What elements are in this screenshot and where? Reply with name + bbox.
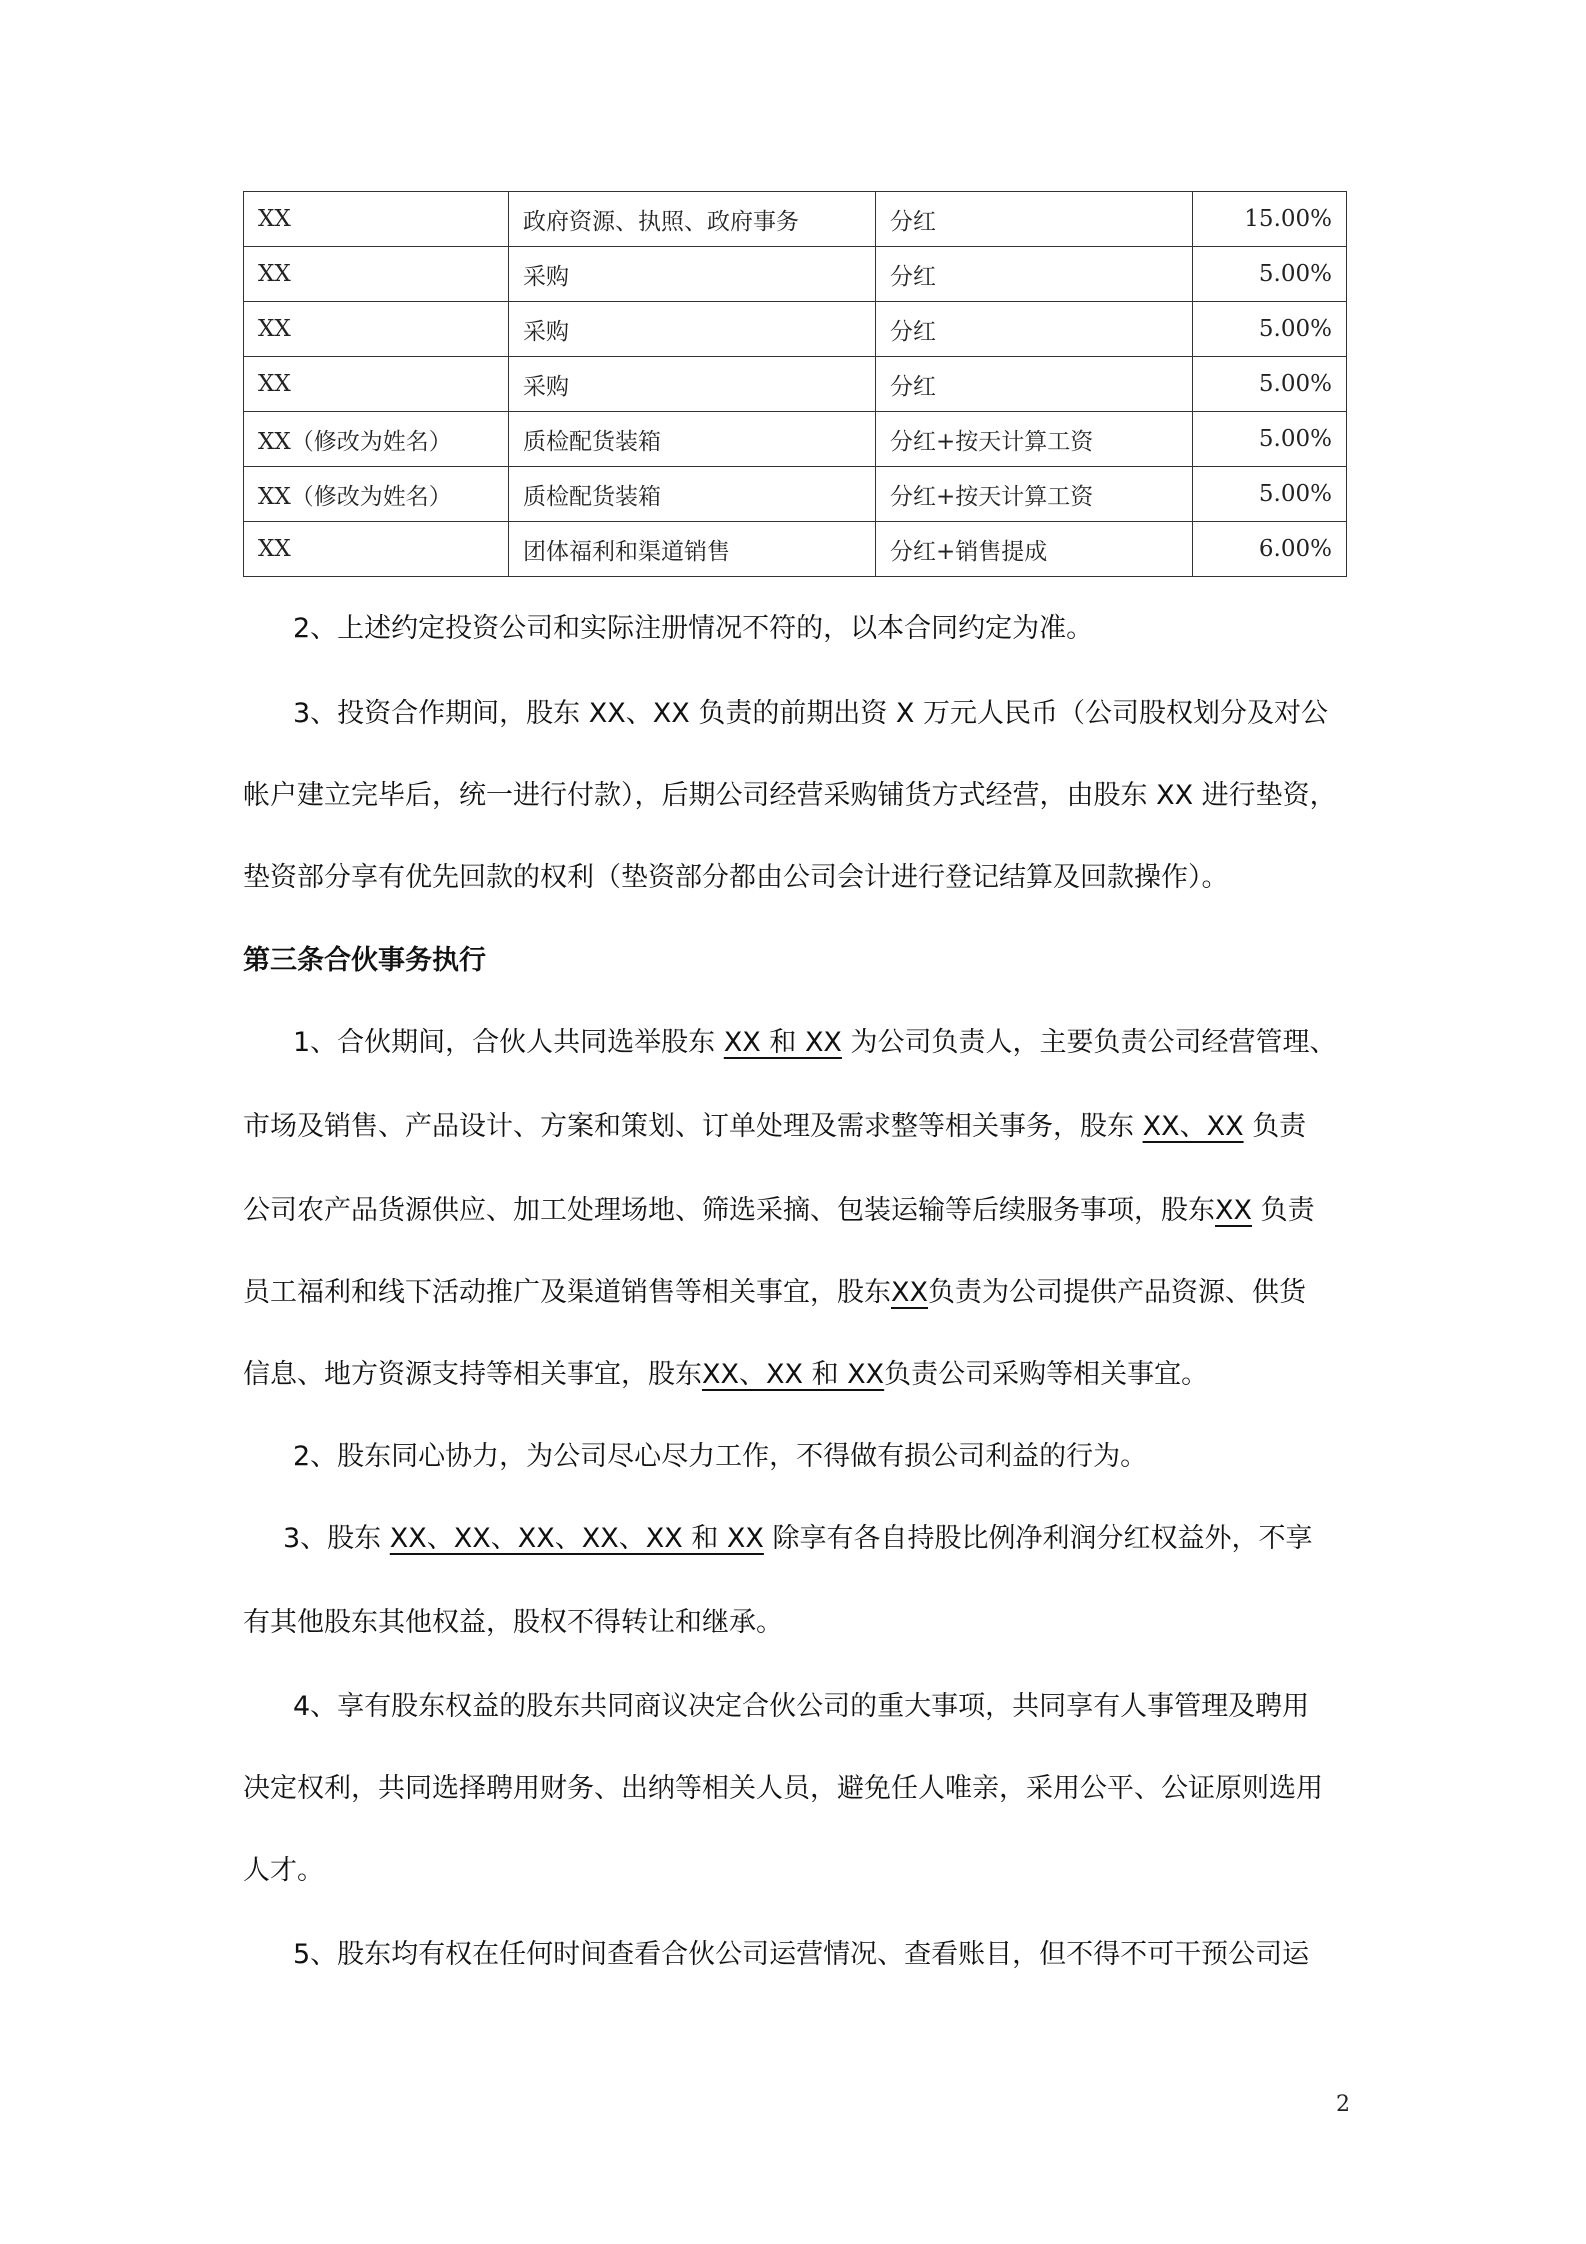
share-percentage-cell: 5.00% [1193, 467, 1347, 522]
underlined-name: XX、XX 和 XX [702, 1359, 885, 1390]
table-row [244, 412, 1347, 467]
share-percentage-cell: 5.00% [1193, 247, 1347, 302]
clause-2-3-line1: 3、投资合作期间，股东 XX、XX 负责的前期出资 X 万元人民币（公司股权划分及对公 [293, 698, 1328, 729]
clause-3-4-line3: 人才。 [243, 1855, 324, 1886]
clause-3-2: 2、股东同心协力，为公司尽心尽力工作，不得做有损公司利益的行为。 [293, 1441, 1148, 1472]
clause-3-1-line5: 信息、地方资源支持等相关事宜，股东XX、XX 和 XX负责公司采购等相关事宜。 [243, 1359, 1209, 1390]
clause-2-2: 2、上述约定投资公司和实际注册情况不符的，以本合同约定为准。 [293, 613, 1094, 644]
responsibility-cell: 采购 [509, 302, 876, 357]
underlined-name: XX、XX、XX、XX、XX 和 XX [389, 1523, 764, 1554]
clause-3-1-line1: 1、合伙期间，合伙人共同选举股东 XX 和 XX 为公司负责人，主要负责公司经营管理、 [293, 1027, 1337, 1058]
shareholder-name-cell: XX（修改为姓名） [244, 467, 509, 522]
responsibility-cell: 政府资源、执照、政府事务 [509, 192, 876, 247]
share-percentage-cell: 5.00% [1193, 357, 1347, 412]
clause-3-3-line2: 有其他股东其他权益，股权不得转让和继承。 [243, 1607, 783, 1638]
responsibility-cell: 质检配货装箱 [509, 467, 876, 522]
compensation-cell: 分红 [876, 247, 1193, 302]
clause-3-3-line1: 3、股东 XX、XX、XX、XX、XX 和 XX 除享有各自持股比例净利润分红权益外，不享 [283, 1523, 1313, 1554]
share-percentage-cell: 6.00% [1193, 522, 1347, 577]
share-percentage-cell: 15.00% [1193, 192, 1347, 247]
table-row [244, 357, 1347, 412]
shareholder-name-cell: XX [244, 192, 509, 247]
clause-2-3-line2: 帐户建立完毕后，统一进行付款），后期公司经营采购铺货方式经营，由股东 XX 进行垫资， [243, 780, 1337, 811]
shareholder-name-cell: XX [244, 247, 509, 302]
table-row [244, 302, 1347, 357]
underlined-name: XX [1215, 1195, 1252, 1226]
page-number: 2 [1336, 2092, 1350, 2117]
clause-3-4-line2: 决定权利，共同选择聘用财务、出纳等相关人员，避免任人唯亲，采用公平、公证原则选用 [243, 1773, 1323, 1804]
responsibility-cell: 采购 [509, 247, 876, 302]
clause-3-1-line3: 公司农产品货源供应、加工处理场地、筛选采摘、包装运输等后续服务事项，股东XX 负责 [243, 1195, 1315, 1226]
table-row [244, 247, 1347, 302]
shareholder-name-cell: XX [244, 522, 509, 577]
compensation-cell: 分红+销售提成 [876, 522, 1193, 577]
clause-3-1-line2: 市场及销售、产品设计、方案和策划、订单处理及需求整等相关事务，股东 XX、XX 负责 [243, 1111, 1307, 1142]
compensation-cell: 分红+按天计算工资 [876, 467, 1193, 522]
compensation-cell: 分红 [876, 357, 1193, 412]
share-percentage-cell: 5.00% [1193, 302, 1347, 357]
clause-3-1-line4: 员工福利和线下活动推广及渠道销售等相关事宜，股东XX负责为公司提供产品资源、供货 [243, 1277, 1306, 1308]
clause-3-4-line1: 4、享有股东权益的股东共同商议决定合伙公司的重大事项，共同享有人事管理及聘用 [293, 1691, 1310, 1722]
table-row [244, 522, 1347, 577]
clause-2-3-line3: 垫资部分享有优先回款的权利（垫资部分都由公司会计进行登记结算及回款操作）。 [243, 862, 1229, 893]
responsibility-cell: 团体福利和渠道销售 [509, 522, 876, 577]
underlined-name: XX 和 XX [723, 1027, 842, 1058]
responsibility-cell: 采购 [509, 357, 876, 412]
underlined-name: XX [891, 1277, 928, 1308]
section-3-heading: 第三条合伙事务执行 [243, 945, 486, 976]
shareholder-table [243, 191, 1347, 577]
shareholder-name-cell: XX（修改为姓名） [244, 412, 509, 467]
responsibility-cell: 质检配货装箱 [509, 412, 876, 467]
shareholder-name-cell: XX [244, 302, 509, 357]
table-row [244, 467, 1347, 522]
clause-3-5-line1: 5、股东均有权在任何时间查看合伙公司运营情况、查看账目，但不得不可干预公司运 [293, 1939, 1310, 1970]
compensation-cell: 分红 [876, 302, 1193, 357]
underlined-name: XX、XX [1142, 1111, 1244, 1142]
shareholder-name-cell: XX [244, 357, 509, 412]
compensation-cell: 分红+按天计算工资 [876, 412, 1193, 467]
share-percentage-cell: 5.00% [1193, 412, 1347, 467]
compensation-cell: 分红 [876, 192, 1193, 247]
table-row [244, 192, 1347, 247]
